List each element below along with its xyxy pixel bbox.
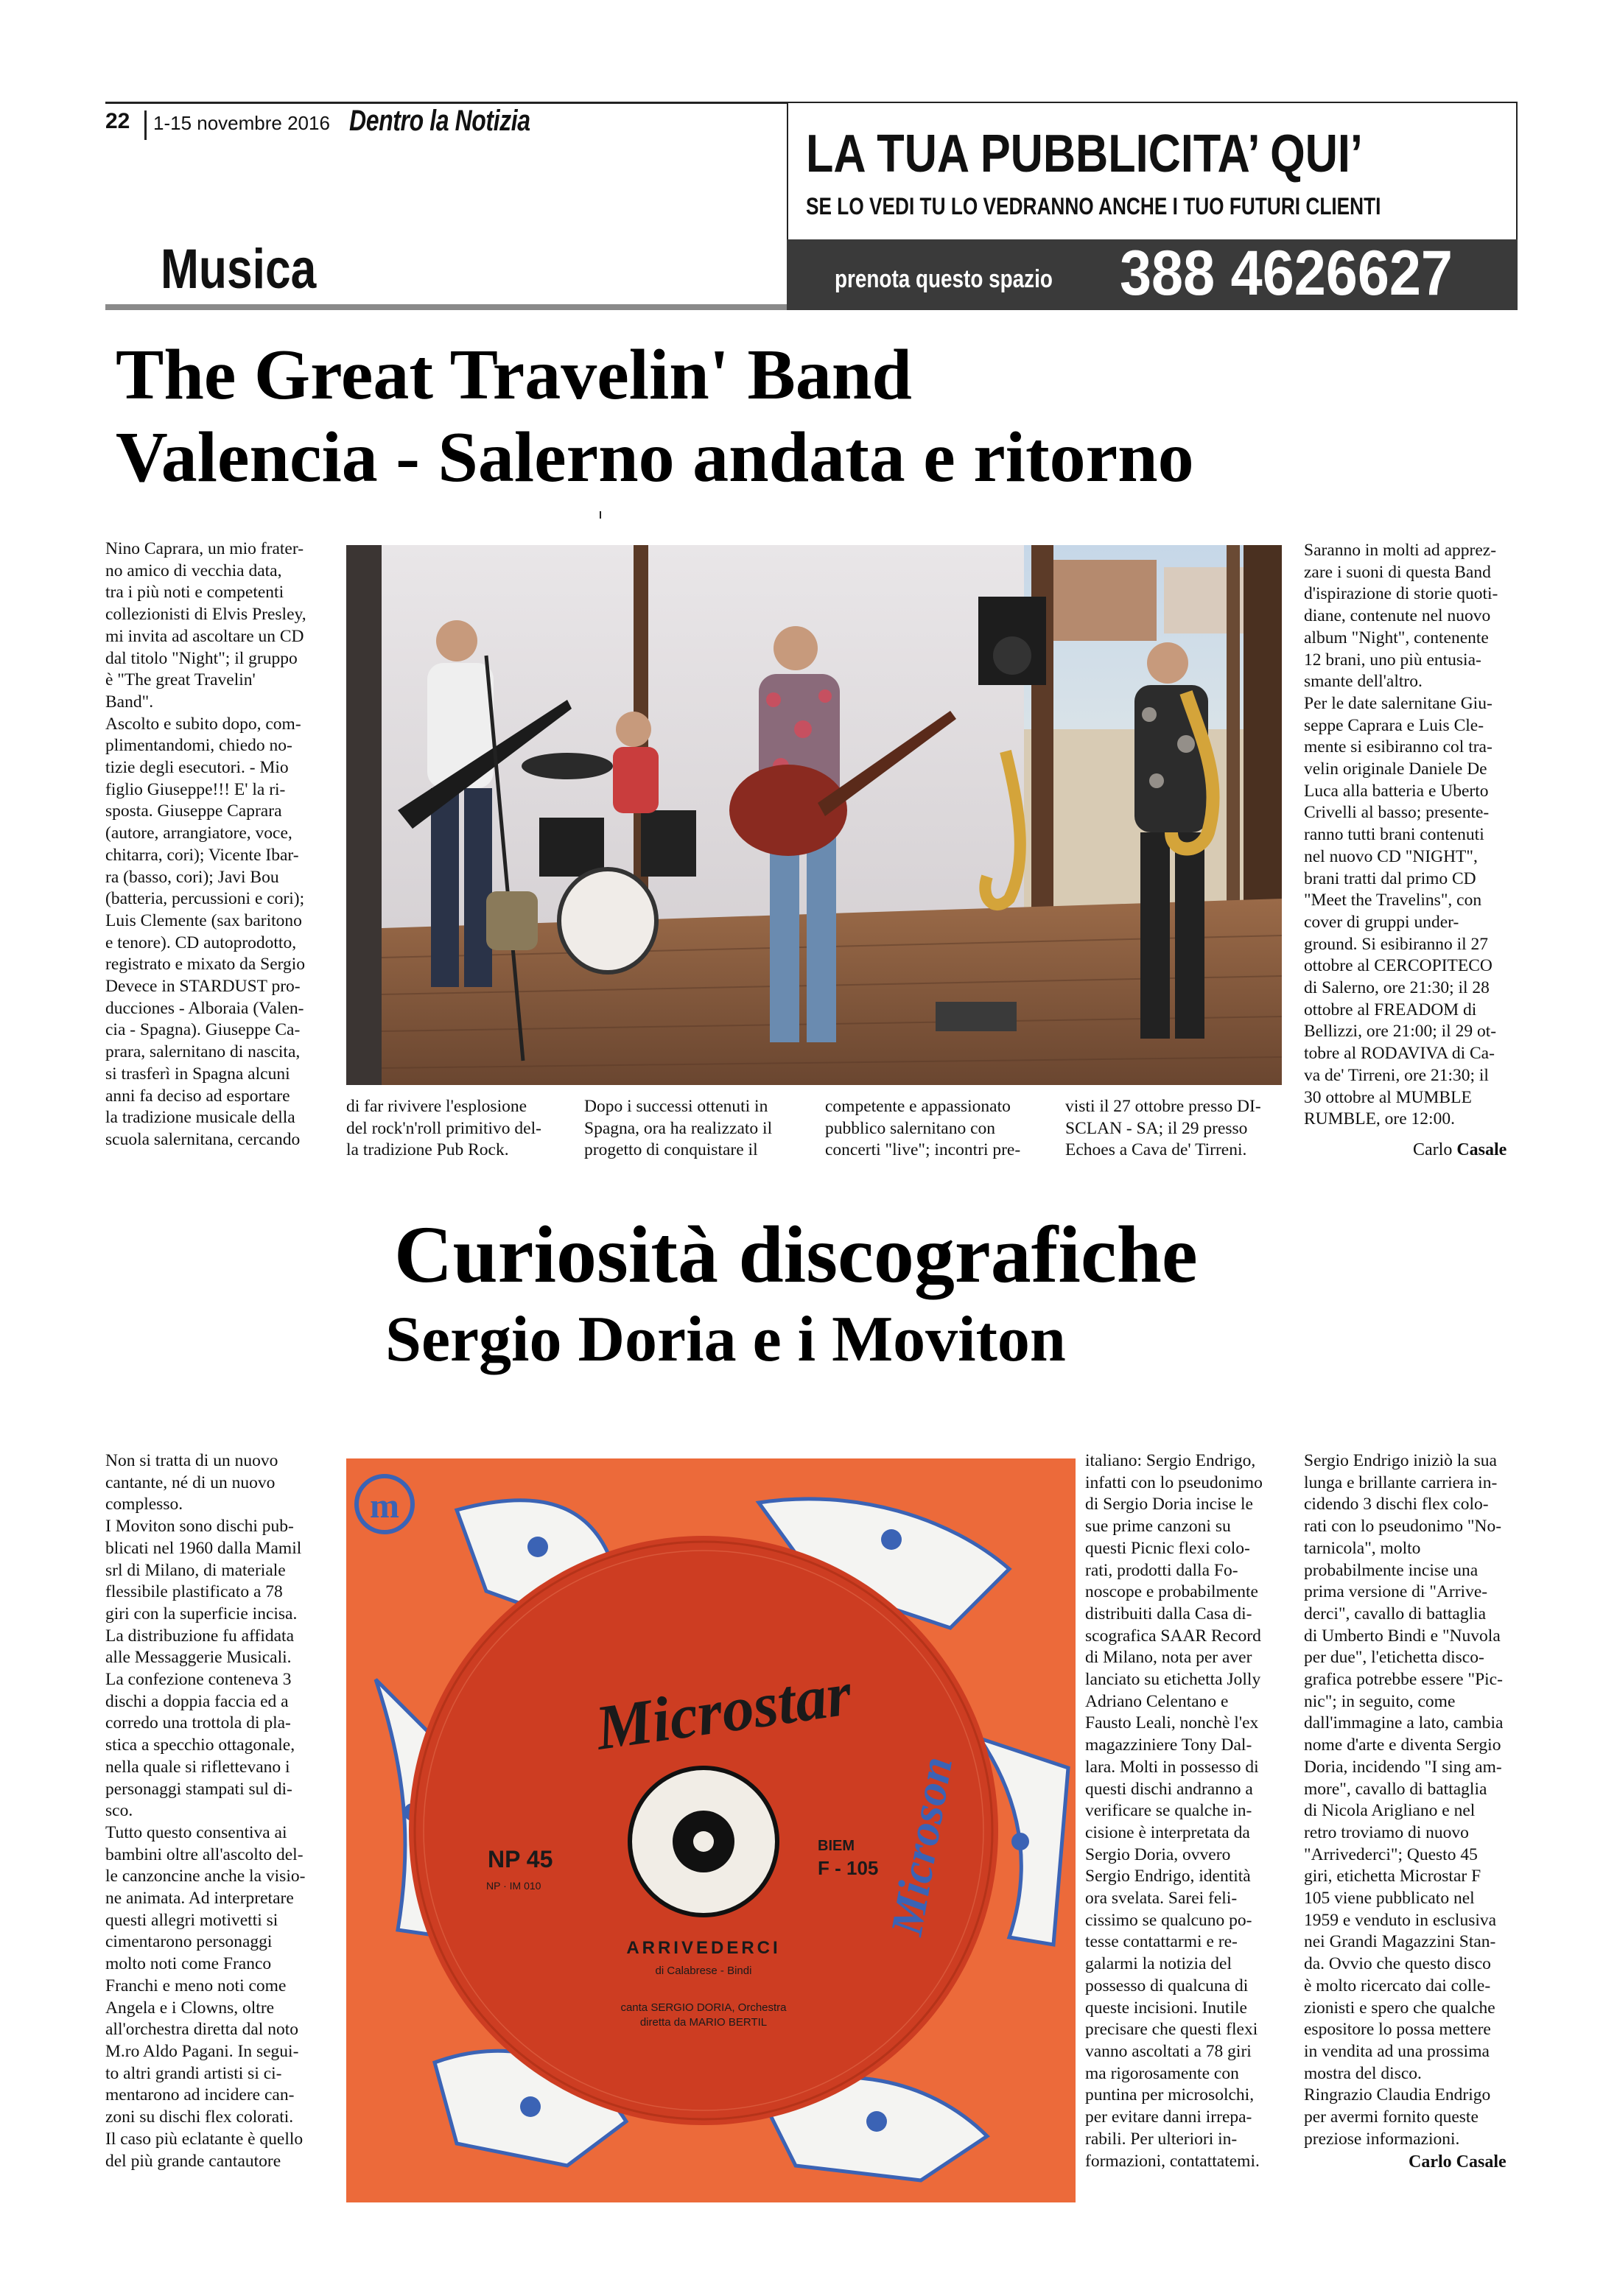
author-last-name: Casale — [1456, 1140, 1507, 1159]
article1-column-3: Dopo i successi ottenuti in Spagna, ora ha realizzato il progetto di conquistare il — [584, 1097, 773, 1160]
band-photo-image — [346, 545, 1282, 1085]
page-number: 22 — [105, 109, 130, 133]
record-sleeve-art — [346, 1458, 1076, 2202]
song-credits-2: diretta da MARIO BERTIL — [639, 2016, 768, 2029]
stray-mark — [600, 511, 601, 519]
sleeve-logo: m — [370, 1486, 399, 1526]
article1-title: The Great Travelin' Band — [116, 335, 912, 415]
article1-column-1: Nino Caprara, un mio frater- no amico di vecchia data, tra i più noti e competenti collezionisti di Elvis Presley, mi invita ad ascoltare un CD dal titolo "Night"; il gruppo è "The great Travelin' Band". Ascolto e subito dopo, com- plimentandomi, chiedo no- tizie degli esecutori. - Mio figlio Giuseppe!!! E' la ri- sposta. Giuseppe Caprara (autore, arrangiatore, voce, chitarra, cori); Vicente Ibar- ra (basso, cori); Javi Bou (batteria, percussioni e cori); Luis Clemente (sax baritono e tenore). CD autoprodotto, registrato e mixato da Sergio Devece in STARDUST pro- ducciones - Alboraia (Valen- cia - Spagna). Giuseppe Ca- prara, salernitano di nascita, si trasferì in Spagna alcuni anni fa deciso ad esportare la tradizione musicale della scuola salernitana, cercando — [105, 539, 306, 1149]
article2-column-1: Non si tratta di un nuovo cantante, né di un nuovo complesso. I Moviton sono dischi pub- blicati nel 1960 dalla Mamil srl di Milano, di materiale flessibile plastificato a 78 giri con la superficie incisa. La distribuzione fu affidata alle Messaggerie Musicali. La confezione conteneva 3 dischi a doppia faccia ed a corredo una trottola di pla- stica a specchio ottagonale, nella quale si riflettevano i personaggi stampati sul di- sco. Tutto questo consentiva ai bambini oltre all'ascolto del- le canzoncine anche la visio- ne animata. Ad interpretare questi allegri motivetti si cimentarono personaggi molto noti come Franco Franchi e meno noti come Angela e i Clowns, oltre all'orchestra diretta dal noto M.ro Aldo Pagani. In segui- to altri grandi artisti si ci- mentarono ad incidere can- zoni su dischi flex colorati. Il caso più eclatante è quello del più grande cantautore — [105, 1451, 306, 2171]
article1-column-4: competente e appassionato pubblico salernitano con concerti "live"; incontri pre- — [825, 1097, 1021, 1160]
song-composers: di Calabrese - Bindi — [655, 1965, 752, 1977]
band-photo — [346, 545, 1282, 1085]
article1-subtitle: Valencia - Salerno andata e ritorno — [116, 418, 1194, 497]
section-title: Musica — [161, 238, 317, 301]
advert-title: LA TUA PUBBLICITA’ QUI’ — [806, 124, 1363, 183]
article2-column-2: italiano: Sergio Endrigo, infatti con lo pseudonimo di Sergio Doria incise le sue prime canzoni su questi Picnic flexi colo- rati, prodotti dalla Fo- noscope e probabilmente distribuiti dalla Casa di- scografica SAAR Record di Milano, nota per aver lanciato su etichetta Jolly Adriano Celentano e Fausto Leali, nonchè l'ex magazziniere Tony Dal- lara. Molti in possesso di questi dischi andranno a verificare se qualche in- cisione è interpretata da Sergio Doria, ovvero Sergio Endrigo, identità ora svelata. Sarei feli- cissimo se qualcuno po- tesse contattarmi e re- galarmi la notizia del possesso di qualcuna di queste incisioni. Inutile precisare che questi flexi vanno ascoltati a 78 giri ma rigorosamente con puntina per microsolchi, per evitare danni irrepa- rabili. Per ulteriori in- formazioni, contattatemi. — [1085, 1451, 1263, 2171]
publication-name: Dentro la Notizia — [349, 105, 530, 137]
article2-subtitle: Sergio Doria e i Moviton — [385, 1304, 1066, 1375]
article2-author: Carlo Casale — [1409, 2152, 1506, 2172]
catalog-right-top: BIEM — [818, 1838, 855, 1854]
article2-title: Curiosità discografiche — [394, 1210, 1198, 1299]
advert-cta: prenota questo spazio — [835, 265, 1053, 293]
catalog-left: NP 45 — [488, 1846, 553, 1872]
article2-column-3: Sergio Endrigo iniziò la sua lunga e brillante carriera in- cidendo 3 dischi flex colo- rati con lo pseudonimo "No- tarnicola", molto probabilmente incise una prima versione di "Arrive- derci", cavallo di battaglia di Umberto Bindi e "Nuvola per due", l'etichetta disco- grafica potrebbe essere "Pic- nic"; in seguito, come dall'immagine a lato, cambia nome d'arte e diventa Sergio Doria, incidendo "I sing am- more", cavallo di battaglia di Nicola Arigliano e nel retro troviamo di nuovo "Arrivederci"; Questo 45 giri, etichetta Microstar F 105 viene pubblicato nel 1959 e venduto in esclusiva nei Grandi Magazzini Stan- da. Ovvio che questo disco è molto ricercato dai colle- zionisti e spero che qualche espositore lo possa mettere in vendita ad una prossima mostra del disco. Ringrazio Claudia Endrigo per avermi fornito queste preziose informazioni. — [1304, 1451, 1504, 2149]
advert-phone: 388 4626627 — [1120, 238, 1453, 309]
label-brand: Microstar — [591, 1657, 856, 1763]
record-sleeve-image — [346, 1458, 1076, 2202]
page-number-divider — [144, 110, 147, 140]
catalog-right: F - 105 — [818, 1857, 879, 1879]
article1-column-2: di far rivivere l'esplosione del rock'n'roll primitivo del- la tradizione Pub Rock. — [346, 1097, 541, 1160]
advert-subtitle: SE LO VEDI TU LO VEDRANNO ANCHE I TUO FUTURI CLIENTI — [806, 193, 1381, 220]
catalog-left-sub: NP · IM 010 — [486, 1880, 541, 1892]
song-title: ARRIVEDERCI — [626, 1938, 781, 1958]
author-first-name: Carlo — [1413, 1140, 1453, 1159]
article1-author — [1413, 1140, 1506, 1160]
article1-column-6: Saranno in molti ad apprez- zare i suoni di questa Band d'ispirazione di storie quoti- diane, contenute nel nuovo album "Night", contenente 12 brani, uno più entusia- smante dell'altro. Per le date salernitane Giu- seppe Caprara e Luis Cle- mente si esibiranno col tra- velin originale Daniele De Luca alla batteria e Uberto Crivelli al basso; presente- ranno tutti brani contenuti nel nuovo CD "NIGHT", brani tratti dal primo CD "Meet the Travelins", con cover di gruppi under- ground. Si esibiranno il 27 ottobre al CERCOPITECO di Salerno, ore 21:30; il 28 ottobre al FREADOM di Bellizzi, ore 21:00; il 29 ot- tobre al RODAVIVA di Ca- va de' Tirreni, ore 21:30; il 30 ottobre al MUMBLE RUMBLE, ore 12:00. — [1304, 541, 1498, 1129]
issue-date: 1-15 novembre 2016 — [153, 112, 330, 134]
side-brand: Microson — [881, 1752, 963, 1939]
article1-column-5: visti il 27 ottobre presso DI- SCLAN - SA; il 29 presso Echoes a Cava de' Tirreni. — [1065, 1097, 1261, 1160]
header-top-rule — [105, 102, 787, 104]
song-credits-1: canta SERGIO DORIA, Orchestra — [620, 2001, 787, 2014]
